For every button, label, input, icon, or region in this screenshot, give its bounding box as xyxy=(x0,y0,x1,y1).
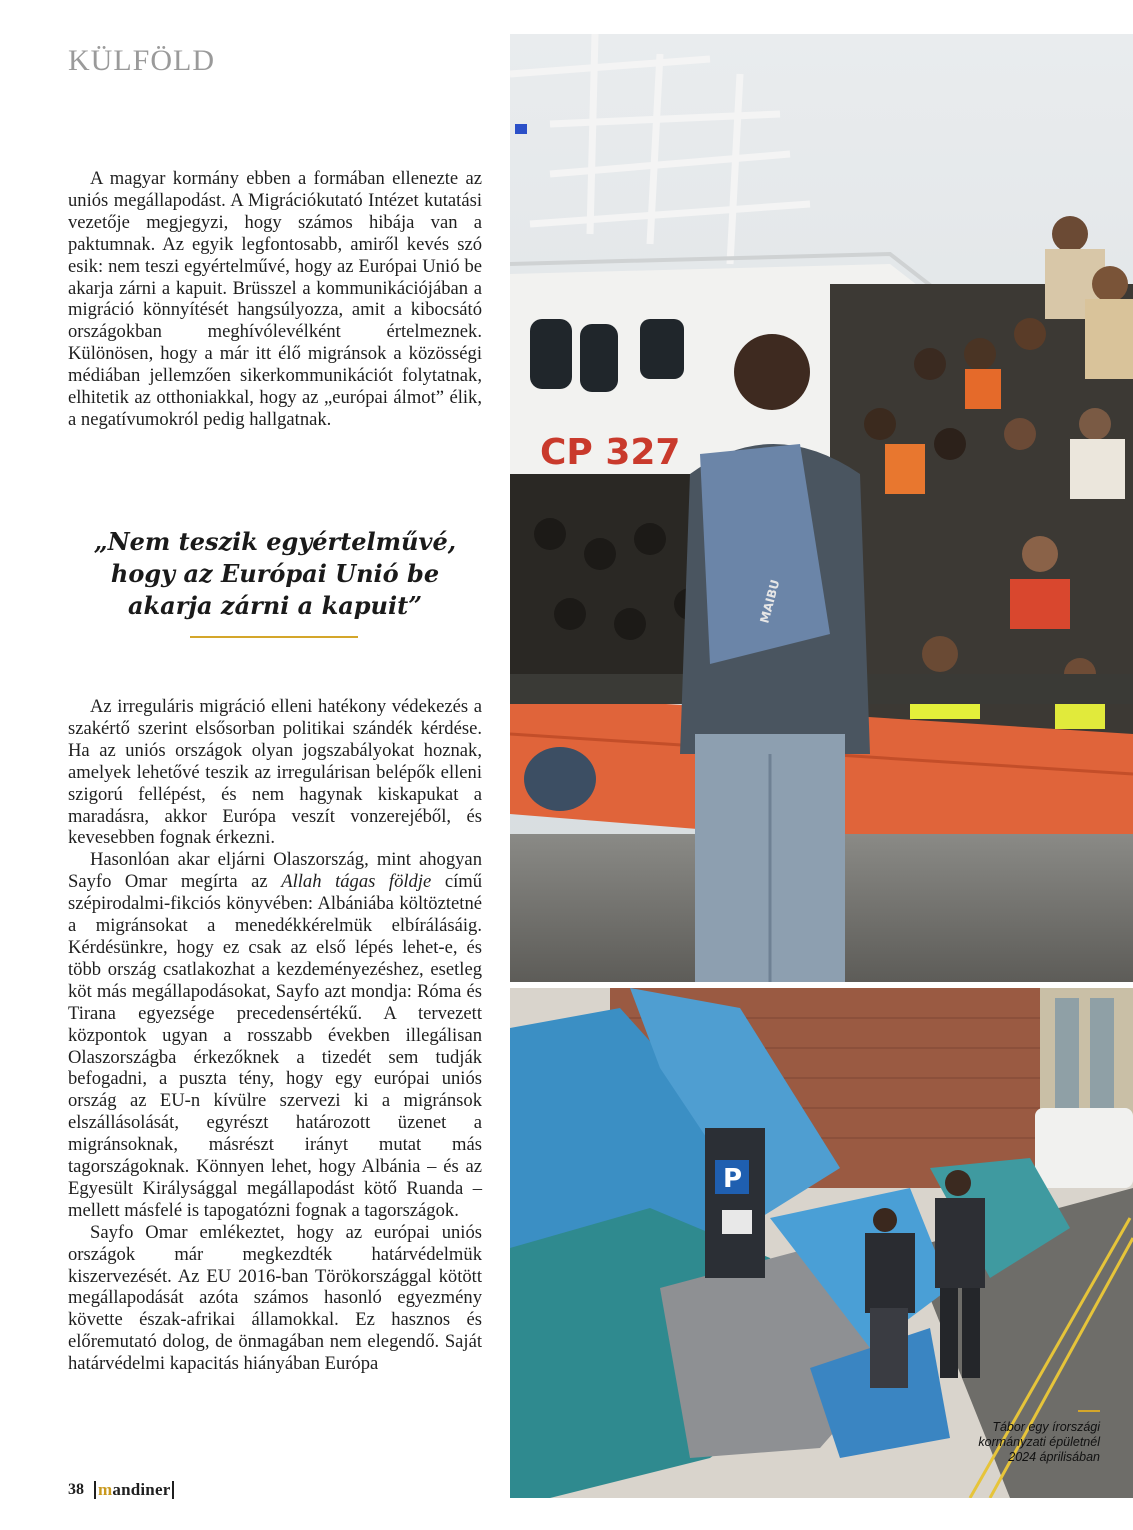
book-title: Allah tágas földje xyxy=(281,871,432,893)
article-paragraph: Az irreguláris migráció elleni hatékony védekezés a szakértő szerint elsősorban politikai szándék kérdése. Ha az uniós országok olyan jogszabályokat hoznak, amelyek lehetővé teszik az irregulárisan belépők elleni szigorú fellépést, és nem hagynak kiskapukat a maradásra, akkor Európa veszít vonzerejéből, és kevesebben fognak érkezni. xyxy=(68,696,482,849)
page-number: 38 xyxy=(68,1481,84,1498)
brand-name: andiner xyxy=(112,1480,171,1499)
boat-photo-illustration xyxy=(510,34,1133,982)
caption-divider xyxy=(1078,1410,1100,1412)
caption-line: 2024 áprilisában xyxy=(1008,1450,1100,1464)
footer-divider xyxy=(172,1481,174,1499)
boat-label: CP 327 xyxy=(540,432,681,473)
caption-line: Tábor egy írországi xyxy=(992,1420,1100,1434)
paragraph-text: Hasonlóan akar eljárni Olaszország, mint ahogyan Sayfo Omar megírta az xyxy=(68,849,482,893)
article-column-2 xyxy=(68,696,482,1375)
brand-initial: m xyxy=(98,1480,113,1499)
photo-caption xyxy=(930,1420,1100,1465)
caption-line: kormányzati épületnél xyxy=(978,1435,1100,1449)
article-paragraph: Sayfo Omar emlékeztet, hogy az európai uniós országok már megkezdték határvédelmük kiszervezését. Az EU 2016-ban Törökországgal kötött megállapodását azóta számos hasonló egyezmény követte észak-afrikai államokkal. Ez hasznos és előremutató dolog, de önmagában nem elegendő. Saját határvédelmi kapacitás hiányában Európa xyxy=(68,1221,482,1375)
article-paragraph: A magyar kormány ebben a formában ellenezte az uniós megállapodást. A Migrációkutató Intézet kutatási vezetője megjegyzi, hogy számos hibája van a paktumnak. Az egyik legfontosabb, amiről kevés szó esik: nem teszi egyértelművé, hogy az Európai Unió be akarja zárni a kapuit. Brüsszel a kommunikációjában a migráció könnyítését hangsúlyozza, amit a kibocsátó országokban meghívólevélként értelmeznek. Különösen, hogy a már itt élő migránsok a közösségi médiában jellemzően sikerkommunikációt folytatnak, elhitetik az otthoniakkal, hogy az „európai álmot” élik, a negatívumokról pedig hallgatnak. xyxy=(68,168,482,430)
article-paragraph xyxy=(68,849,482,1221)
backpack-label: MAIBU xyxy=(757,578,783,625)
pull-quote: „Nem teszik egyértelművé, hogy az Európai Unió be akarja zárni a kapuit” xyxy=(93,527,457,620)
page-footer xyxy=(68,1478,174,1502)
parking-sign-letter: P xyxy=(723,1164,743,1194)
boat-photo xyxy=(510,34,1133,982)
paragraph-text: című szépirodalmi-fikciós könyvében: Albániába költöztetné a migránsokat a menedékkérelmük elbírálásáig. Kérdésünkre, hogy ez csak az első lépés lehet-e, és több ország csatlakozhat a kezdeményezéshez, esetleg köt más megállapodásokat, Sayfo azt mondja: Róma és Tirana egyezsége precedensértékű. A tervezett központok ugyan a rosszabb években illegálisan Olaszországba érkezőknek a tizedét sem tudják befogadni, a puszta tény, hogy egy európai uniós ország az EU-n kívülre szervezi ki a migránsok elszállásolását, egyrészt határozott üzenet a migránsoknak, másrészt irányt mutat más tagországoknak. Könnyen lehet, hogy Albánia – és az Egyesült Királysággal megállapodást kötő Ruanda – mellett másfelé is tapogatózni fognak a tagországok. xyxy=(68,871,482,1221)
section-label: KÜLFÖLD xyxy=(68,44,215,77)
pull-quote-divider xyxy=(190,636,358,638)
brand-logo xyxy=(96,1480,172,1500)
article-column-1 xyxy=(68,168,482,431)
